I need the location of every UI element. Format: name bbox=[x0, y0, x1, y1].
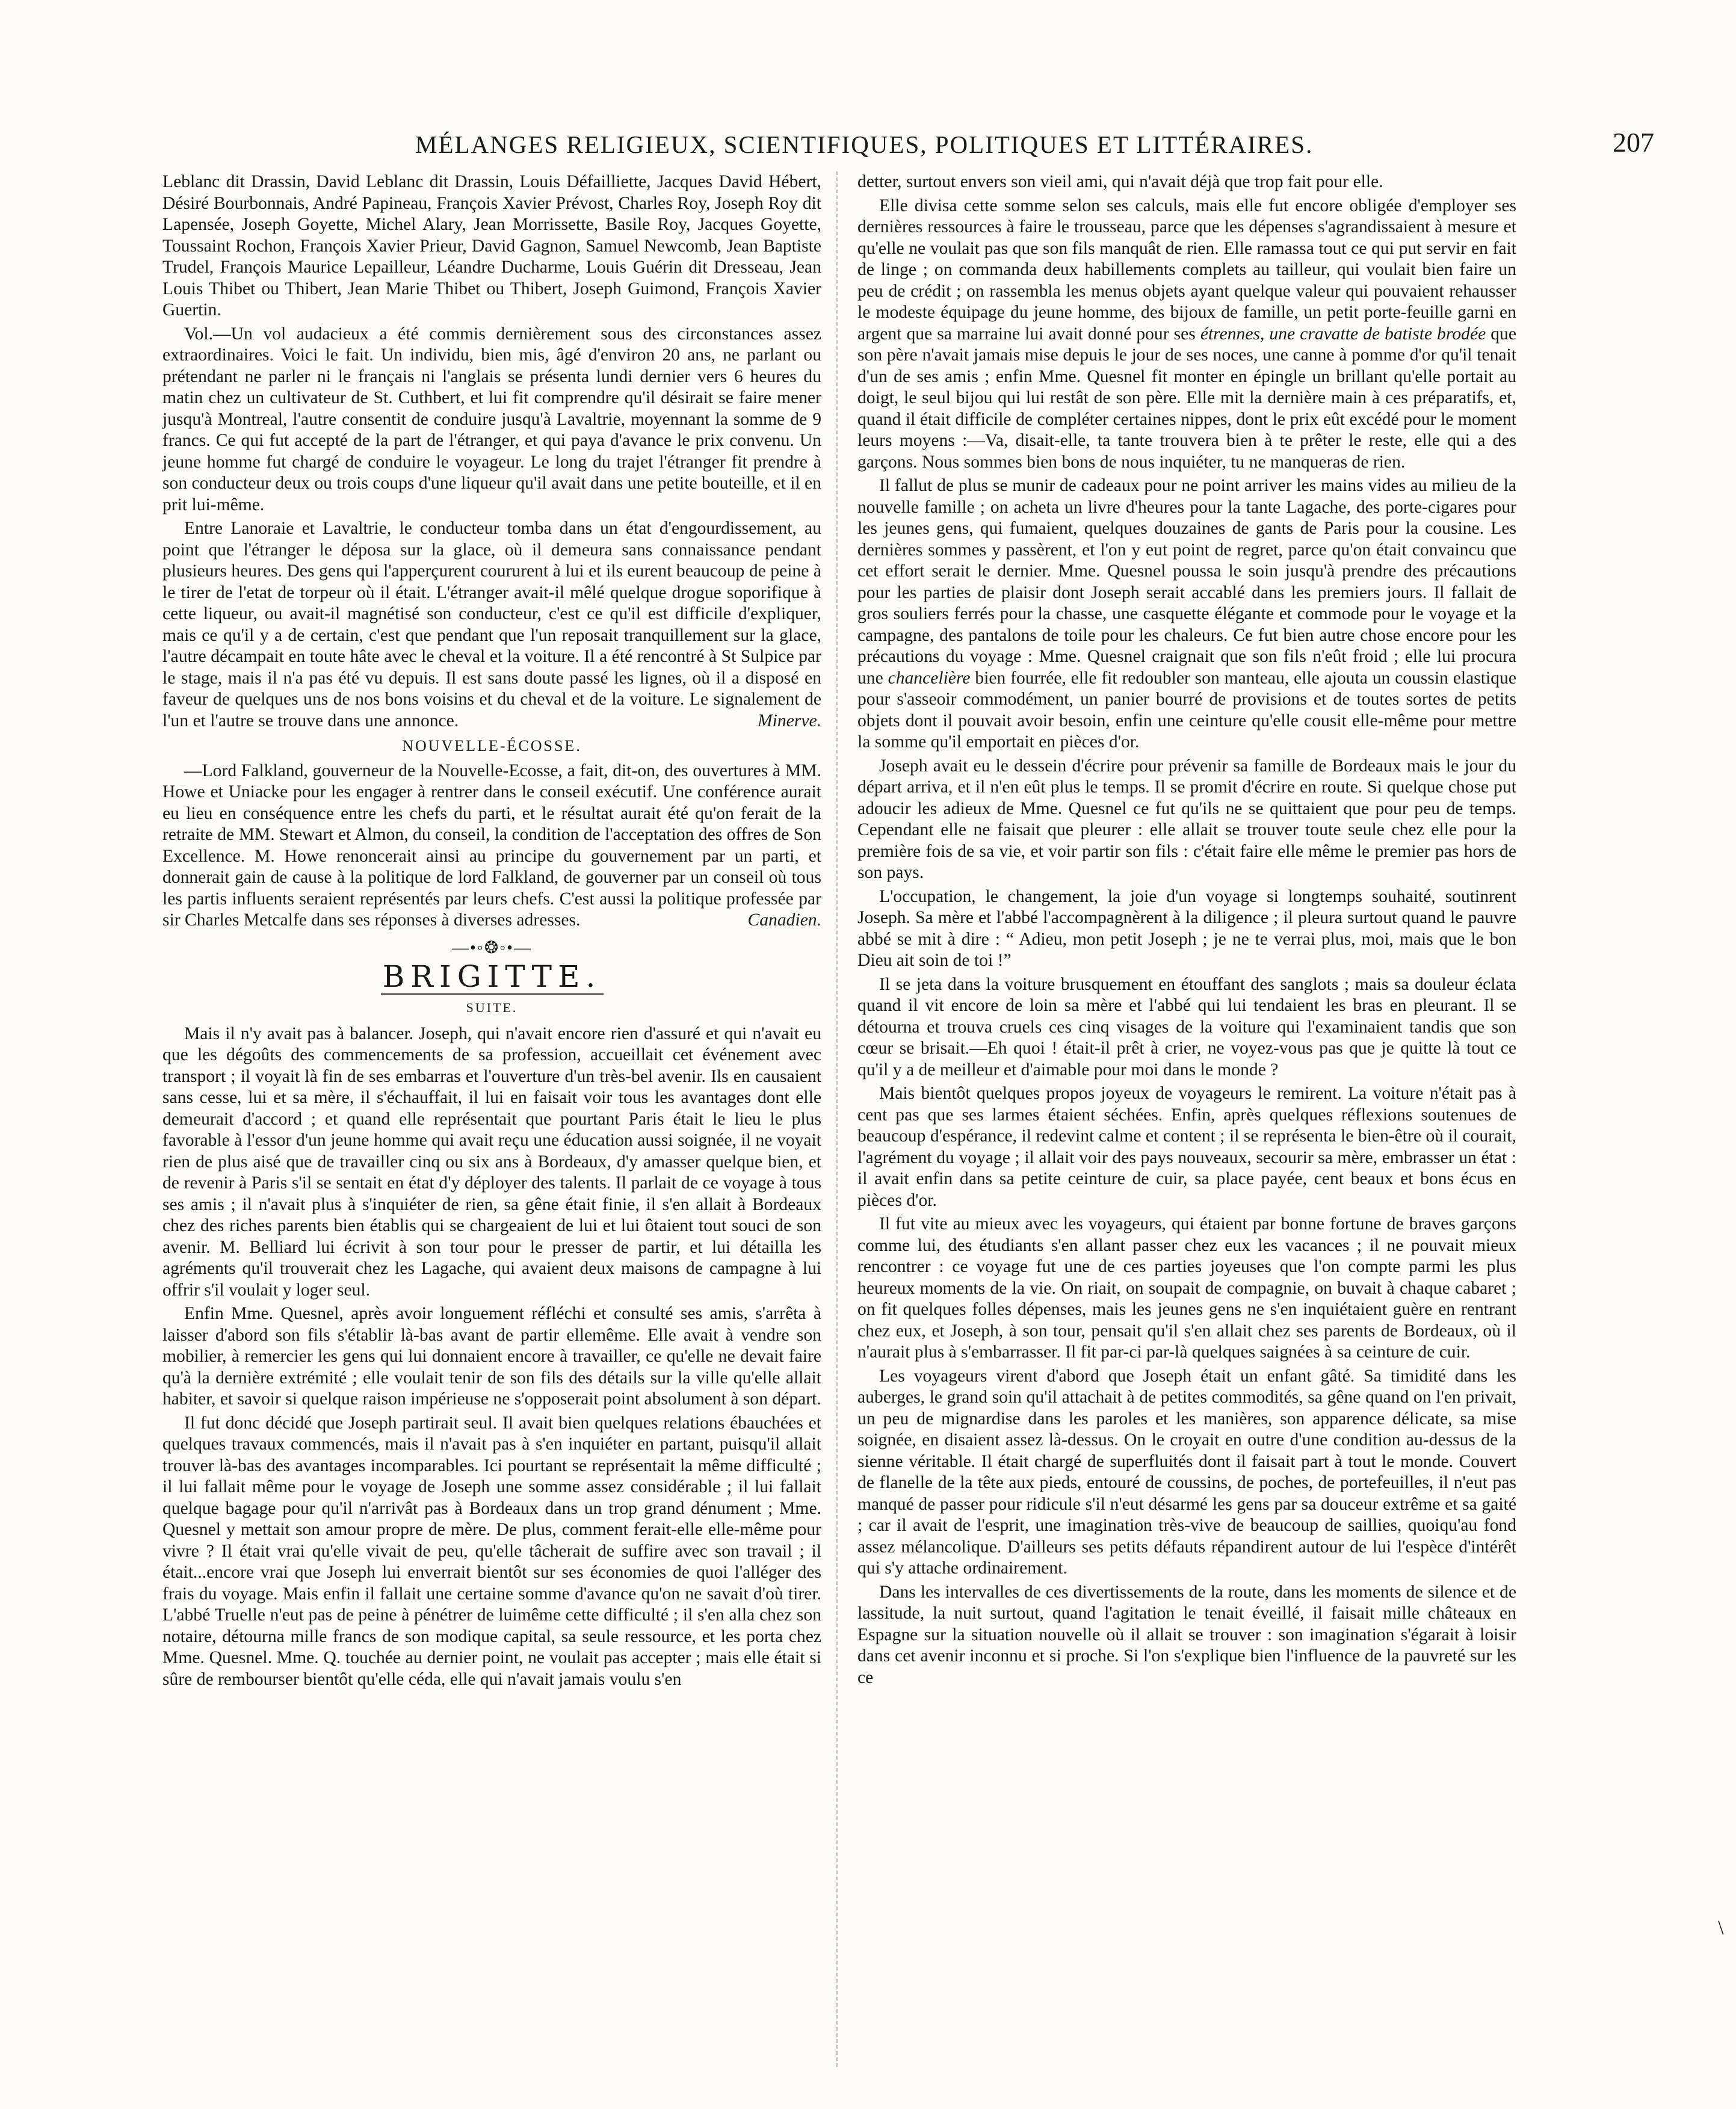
story-italic-text: chancelière bbox=[888, 668, 971, 688]
left-column bbox=[162, 171, 821, 1693]
decorative-ornament: —•◦❂◦•— bbox=[452, 938, 532, 957]
story-paragraph bbox=[857, 196, 1516, 474]
right-column bbox=[857, 171, 1516, 1691]
story-italic-text: étrennes, une cravatte de batiste brodée bbox=[1200, 324, 1486, 344]
story-title: BRIGITTE. bbox=[382, 959, 602, 994]
story-paragraph: Les voyageurs virent d'abord que Joseph était un enfant gâté. Sa timidité dans les auberges, le grand soin qu'il attachait à de petites commodités, sa gêne quand on l'en privait, un peu de mignardise dans les paroles et les manières, son apparence délicate, sa mise soignée, en disaient assez là-dessus. On le croyait en outre d'une condition au-dessus de la sienne véritable. Il était chargé de superfluités dont il faisait part à tout le monde. Couvert de flanelle de la tête aux pieds, entouré de coussins, de poches, de portefeuilles, il n'eut pas manqué de passer pour ridicule s'il n'eut désarmé les gens par sa douceur extrême et sa gaité ; car il avait de l'esprit, une imagination très-vive de beaucoup de saillies, quoiqu'au fond assez mélancolique. D'ailleurs ses petits défauts répandirent autour de lui l'espèce d'intérêt qui s'y attache ordinairement. bbox=[857, 1366, 1516, 1578]
margin-mark: \ bbox=[1718, 1916, 1724, 1939]
story-text: Il fallut de plus se munir de cadeaux pour ne point arriver les mains vides au milieu de la nouvelle famille ; on acheta un livre d'heures pour la tante Lagache, des porte-cigares pour les jeunes gens, qui fumaient, quelques douzaines de gants de Paris pour la cousine. Les dernières sommes y passèrent, et l'on y eut point de regret, parce qu'on était convaincu que cet effort serait le dernier. Mme. Quesnel poussa le soin jusqu'à prendre des précautions pour les parties de plaisir dont Joseph serait accablé dans les premiers jours. Il fallait de gros souliers ferrés pour la chasse, une casquette élégante et commode pour le voyage et la campagne, des pantalons de toile pour les chaleurs. Ce fut bien autre chose encore pour les précautions du voyage : Mme. Quesnel craignait que son fils n'eût froid ; elle lui procura une bbox=[857, 476, 1516, 688]
story-text: bien fourrée, elle fit redoubler son manteau, elle ajouta un coussin elastique pour s'asseoir commodément, un panier bourré de provisions et de toutes sortes de petits objets dont il pouvait avoir besoin, enfin une ceinture qu'elle cousit elle-même pour mettre la somme qu'il emportait en pièces d'or. bbox=[857, 668, 1516, 752]
section-heading-nouvelle-ecosse: NOUVELLE-ÉCOSSE. bbox=[402, 737, 582, 755]
story-text: que son père n'avait jamais mise depuis le jour de ses noces, une canne à pomme d'or qu'il tenait d'un de ses amis ; enfin Mme. Quesnel fit monter en épingle un brillant qu'elle portait au doigt, le seul bijou qui lui restât de son père. Elle mit la dernière main à ces préparatifs, et, quand il était difficile de compléter certaines nippes, dont le prix eût excédé pour le moment leurs moyens :—Va, disait-elle, ta tante trouvera bien à te prêter le reste, elle qui a des garçons. Nous sommes bien bons de nous inquiéter, tu ne manqueras de rien. bbox=[857, 324, 1516, 472]
story-paragraph: Il fut vite au mieux avec les voyageurs, qui étaient par bonne fortune de braves garçons comme lui, des étudiants s'en allant passer chez eux les vacances ; il ne pouvait mieux rencontrer : ce voyage fut une de ces parties joyeuses que l'on compte parmi les plus heureux moments de la vie. On riait, on soupait de compagnie, on buvait à chaque cabaret ; on fit quelques folles dépenses, mais les jeunes gens ne s'en inquiétaient guère en rentrant chez eux, et Joseph, à son tour, pensait qu'il s'en allait chez ses parents de Bordeaux, où il n'aurait plus à s'embarrasser. Il fit par-ci par-là quelques saignées à sa ceinture de cuir. bbox=[857, 1214, 1516, 1362]
story-paragraph bbox=[857, 475, 1516, 753]
story-paragraph: detter, surtout envers son vieil ami, qui n'avait déjà que trop fait pour elle. bbox=[857, 172, 1383, 191]
source-credit-canadien: Canadien. bbox=[747, 910, 821, 930]
theft-article-paragraph: Vol.—Un vol audacieux a été commis dernièrement sous des circonstances assez extraordinaires. Voici le fait. Un individu, bien mis, âgé d'environ 20 ans, ne parlant ou prétendant ne parler ni le français ni l'anglais se présenta lundi dernier vers 6 heures du matin chez un cultivateur de St. Cuthbert, et lui fit comprendre qu'il désirait se faire mener jusqu'à Montreal, l'autre consentit de conduire jusqu'à Lavaltrie, moyennant la somme de 9 francs. Ce qui fut accepté de la part de l'étranger, et qui paya d'avance le prix convenu. Un jeune homme fut chargé de conduire le voyageur. Le long du trajet l'étranger fit prendre à son conducteur deux ou trois coups d'une liqueur qu'il avait dans une petite bouteille, et il en prit lui-même. bbox=[162, 324, 821, 514]
running-title: MÉLANGES RELIGIEUX, SCIENTIFIQUES, POLITIQUES ET LITTÉRAIRES. bbox=[415, 131, 1314, 158]
names-list-paragraph: Leblanc dit Drassin, David Leblanc dit Drassin, Louis Défailliette, Jacques David Hébert, Désiré Bourbonnais, André Papineau, François Xavier Prévost, Charles Roy, Joseph Roy dit Lapensée, Joseph Goyette, Michel Alary, Jean Morrissette, Basile Roy, Jacques Goyette, Toussaint Rochon, François Xavier Prieur, David Gagnon, Samuel Newcomb, Jean Baptiste Trudel, François Maurice Lepailleur, Léandre Ducharme, Louis Guérin dit Dresseau, Jean Louis Thibet ou Thibert, Jean Marie Thibet ou Thibert, Joseph Guimond, François Xavier Guertin. bbox=[162, 172, 821, 320]
story-subtitle: SUITE. bbox=[466, 1000, 518, 1015]
story-paragraph: Mais il n'y avait pas à balancer. Joseph, qui n'avait encore rien d'assuré et qui n'avait eu que les dégoûts des commencements de sa profession, accueillait cet événement avec transport ; il voyait là fin de ses embarras et l'ouverture d'un très-bel avenir. Ils en causaient sans cesse, lui et sa mère, il s'échauffait, il lui en faisait voir tous les avantages dont elle demeurait d'accord ; et quand elle représentait que pourtant Paris était le lieu le plus favorable à l'essor d'un jeune homme qui avait reçu une éducation aussi soignée, il ne voyait rien de plus aisé que de travailler cinq ou six ans à Bordeaux, d'y amasser quelque bien, et de revenir à Paris s'il se sentait en état d'y déployer des talents. Il parlait de ce voyage à tous ses amis ; il n'avait plus à s'inquiéter de rien, sa gêne était finie, il s'en allait à Bordeaux chez des riches parents bien établis qui se chargeaient de lui et lui ôtaient tout souci de son avenir. M. Belliard lui écrivit à son tour pour le presser de partir, et lui détailla les agréments qu'il trouverait chez les Lagache, qui avaient deux maisons de campagne à lui offrir s'il voulait y loger seul. bbox=[162, 1024, 821, 1300]
nova-scotia-article-text: —Lord Falkland, gouverneur de la Nouvelle-Ecosse, a fait, dit-on, des ouvertures à MM. Howe et Uniacke pour les engager à rentrer dans le conseil exécutif. Une conférence aurait eu lieu en conséquence entre les chefs du parti, et le résultat aurait été qu'on ferait de la retraite de MM. Stewart et Almon, du conseil, la condition de l'acceptation des offres de Son Excellence. M. Howe renoncerait ainsi au principe du gouvernement par un parti, et donnerait gain de cause à la politique de lord Falkland, de gouverner par un conseil où tous les partis influents seraient représentés par leurs chefs. C'est aussi la politique professée par sir Charles Metcalfe dans ses réponses à diverses adresses. bbox=[162, 761, 821, 930]
story-paragraph: Il fut donc décidé que Joseph partirait seul. Il avait bien quelques relations ébauchées et quelques travaux commencés, mais il n'avait pas à s'en inquiéter en partant, puisqu'il allait trouver là-bas des avantages incomparables. Ici pourtant se représentait la même difficulté ; il lui fallait même pour le voyage de Joseph une somme assez considérable ; il lui fallait quelque bagage pour qu'il n'arrivât pas à Bordeaux dans un trop grand dénument ; Mme. Quesnel y mettait son amour propre de mère. De plus, comment ferait-elle elle-même pour vivre ? Il était vrai qu'elle vivait de peu, qu'elle tâcherait de suffire avec son travail ; il était...encore vrai que Joseph lui enverrait bientôt sur ses économies de quoi l'alléger des frais du voyage. Mais enfin il fallait une certaine somme d'avance qu'on ne savait d'où tirer. L'abbé Truelle n'eut pas de peine à pénétrer de luimême cette difficulté ; il s'en alla chez son notaire, détourna mille francs de son modique capital, sa seule ressource, et les porta chez Mme. Quesnel. Mme. Q. touchée au dernier point, ne voulait pas accepter ; mais elle était si sûre de rembourser bientôt qu'elle céda, elle qui n'avait jamais voulu s'en bbox=[162, 1413, 821, 1689]
theft-article-paragraph bbox=[162, 518, 821, 732]
column-divider bbox=[836, 171, 838, 2067]
source-credit-minerve: Minerve. bbox=[758, 711, 821, 730]
theft-article-text: Entre Lanoraie et Lavaltrie, le conducteur tomba dans un état d'engourdissement, au point que l'étranger le déposa sur la glace, où il demeura sans connaissance pendant plusieurs heures. Des gens qui l'apperçurent coururent à lui et ils eurent beaucoup de peine à le tirer de l'etat de torpeur où il était. L'étranger avait-il mêlé quelque drogue soporifique à cette liqueur, ou avait-il magnétisé son conducteur, c'est ce qu'il est difficile d'expliquer, mais ce qu'il y a de certain, c'est que pendant que l'un reposait tranquillement sur la glace, l'autre décampait en toute hâte avec le cheval et la voiture. Il a été rencontré à St Sulpice par le stage, mais il n'a pas été vu depuis. Il est sans doute passé les lignes, où il a disposé en faveur de quelques uns de nos bons voisins et du cheval et de la voiture. Le signalement de l'un et l'autre se trouve dans une annonce. bbox=[162, 519, 821, 730]
story-paragraph: Joseph avait eu le dessein d'écrire pour prévenir sa famille de Bordeaux mais le jour du départ arriva, et il n'en eût plus le temps. Il se promit d'écrire en route. Si quelque chose put adoucir les adieux de Mme. Quesnel ce fut qu'ils ne se quittaient que pour peu de temps. Cependant elle ne faisait que pleurer : elle allait se trouver toute seule chez elle pour la première fois de sa vie, et voir partir son fils : c'était faire elle même le premier pas hors de son pays. bbox=[857, 756, 1516, 882]
story-paragraph: Mais bientôt quelques propos joyeux de voyageurs le remirent. La voiture n'était pas à cent pas que ses larmes étaient séchées. Enfin, après quelques réflexions soutenues de beaucoup d'espérance, il redevint calme et content ; il se représenta le bien-être où il courait, l'agrément du voyage ; il allait voir des pays nouveaux, secourir sa mère, embrasser un état : il avait enfin dans sa petite ceinture de cuir, sa place payée, cent beaux et bons écus en pièces d'or. bbox=[857, 1084, 1516, 1210]
story-paragraph: Il se jeta dans la voiture brusquement en étouffant des sanglots ; mais sa douleur éclata quand il vit encore de loin sa mère et l'abbé qui lui tendaient les bras en pleurant. Il se détourna et trouva cruels ces cinq visages de la voiture qui l'examinaient tandis que son cœur se brisait.—Eh quoi ! était-il prêt à crier, ne voyez-vous pas que je quitte là tout ce qu'il y a de meilleur et d'aimable pour moi dans le monde ? bbox=[857, 974, 1516, 1079]
nova-scotia-article-paragraph bbox=[162, 761, 821, 931]
page-number: 207 bbox=[1613, 127, 1654, 158]
story-paragraph: Dans les intervalles de ces divertissements de la route, dans les moments de silence et de lassitude, la nuit surtout, quand l'agitation le tenait éveillé, il faisait mille châteaux en Espagne sur la situation nouvelle où il allait se trouver : son imagination s'égarait à loisir dans cet avenir inconnu et si proche. Si l'on s'explique bien l'influence de la pauvreté sur les ce bbox=[857, 1582, 1516, 1687]
story-text: Elle divisa cette somme selon ses calculs, mais elle fut encore obligée d'employer ses dernières ressources à faire le trousseau, parce que les dépenses s'agrandissaient à mesure et qu'elle ne voulait pas que son fils manquât de rien. Elle ramassa tout ce qui put servir en fait de linge ; on commanda deux habillements complets au tailleur, qui voulait bien faire un peu de crédit ; on rassembla les menus objets ayant quelque valeur qui pouvaient rehausser le modeste équipage du jeune homme, des bijoux de famille, un petit porte-feuille garni en argent que sa marraine lui avait donné pour ses bbox=[857, 196, 1516, 344]
story-paragraph: Enfin Mme. Quesnel, après avoir longuement réfléchi et consulté ses amis, s'arrêta à laisser d'abord son fils s'établir là-bas avant de partir ellemême. Elle avait à vendre son mobilier, à remercier les gens qui lui donnaient encore à travailler, ce qu'elle ne devait faire qu'à la dernière extrémité ; elle voulait tenir de son fils des détails sur la ville qu'elle allait habiter, et savoir si quelque raison impérieuse ne s'opposerait point absolument à son départ. bbox=[162, 1304, 821, 1409]
story-paragraph: L'occupation, le changement, la joie d'un voyage si longtemps souhaité, soutinrent Joseph. Sa mère et l'abbé l'accompagnèrent à la diligence ; il pleura surtout quand le pauvre abbé se mit à dire : “ Adieu, mon petit Joseph ; je ne te verrai plus, moi, mais que le bon Dieu ait soin de toi !” bbox=[857, 886, 1516, 970]
